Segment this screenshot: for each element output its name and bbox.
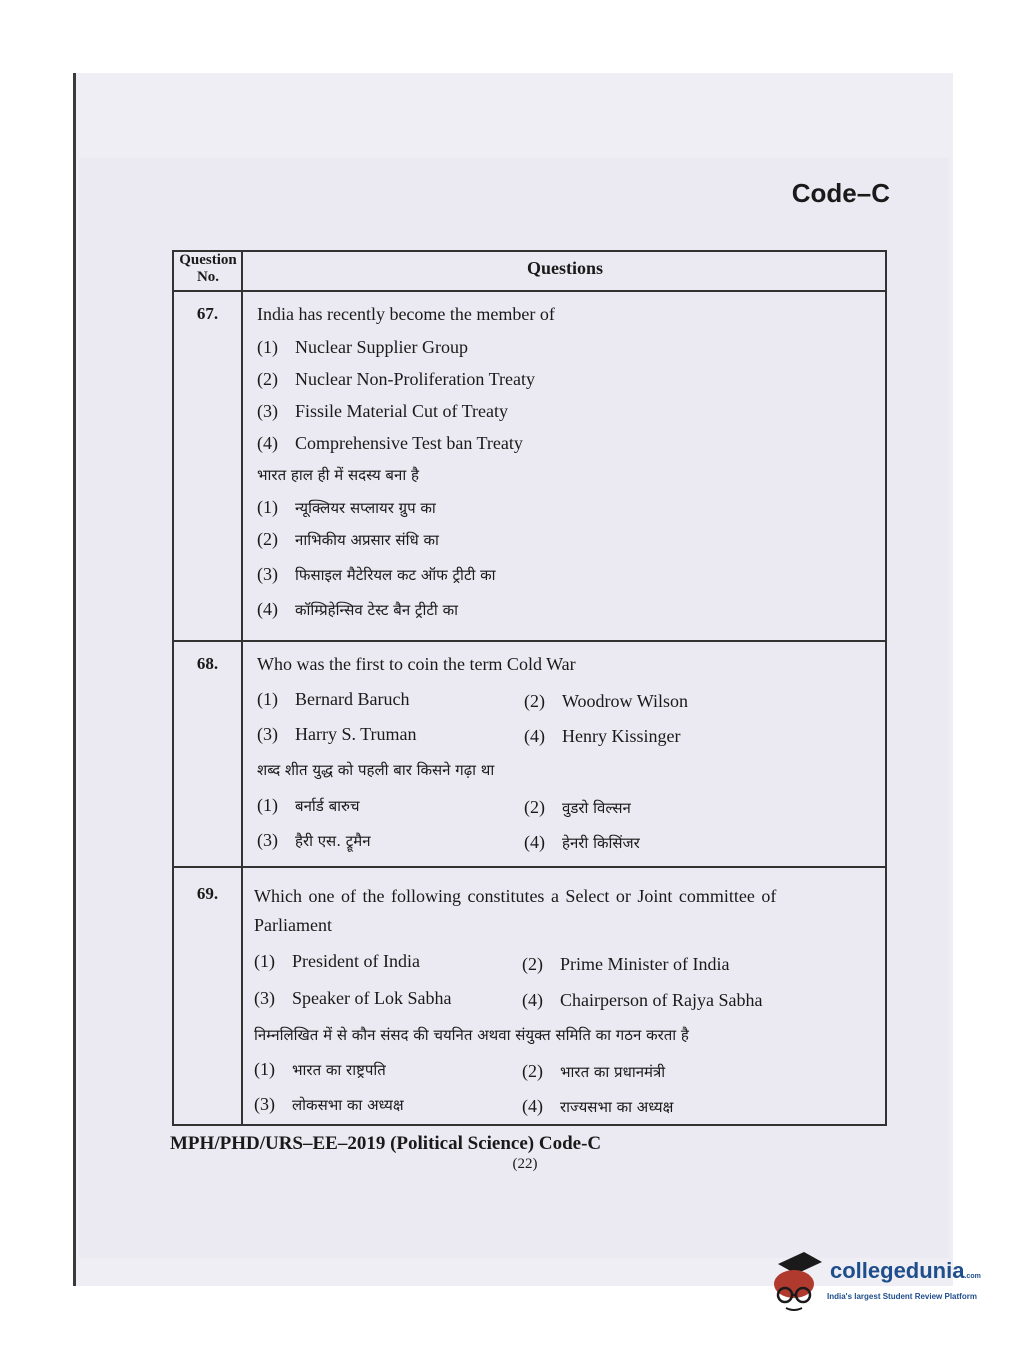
option-hi: (4) कॉम्प्रिहेन्सिव टेस्ट बैन ट्रीटी का xyxy=(257,599,458,619)
brand-tagline: India's largest Student Review Platform xyxy=(827,1292,977,1301)
option-en: (2) Woodrow Wilson xyxy=(524,691,688,711)
option-hi: (1) भारत का राष्ट्रपति xyxy=(254,1059,386,1079)
option-hi: (3) फिसाइल मैटेरियल कट ऑफ ट्रीटी का xyxy=(257,564,496,584)
question-table xyxy=(172,250,887,1126)
option-en: (1) Nuclear Supplier Group xyxy=(257,337,468,357)
question-text-en: India has recently become the member of xyxy=(257,304,555,324)
page-number: (22) xyxy=(512,1156,538,1172)
scan-edge xyxy=(73,73,76,1286)
header-questions: Questions xyxy=(526,258,604,278)
option-hi: (2) भारत का प्रधानमंत्री xyxy=(522,1061,666,1081)
option-en: (3) Fissile Material Cut of Treaty xyxy=(257,401,508,421)
option-en: (3) Speaker of Lok Sabha xyxy=(254,988,452,1008)
question-text-hi: भारत हाल ही में सदस्य बना है xyxy=(257,466,419,484)
option-hi: (2) वुडरो विल्सन xyxy=(524,797,631,817)
option-hi: (4) हेनरी किसिंजर xyxy=(524,832,640,852)
option-hi: (4) राज्यसभा का अध्यक्ष xyxy=(522,1096,674,1116)
option-hi: (3) हैरी एस. ट्रूमैन xyxy=(257,830,371,850)
question-number: 67. xyxy=(196,304,219,323)
column-divider xyxy=(241,252,243,1124)
option-en: (4) Comprehensive Test ban Treaty xyxy=(257,433,523,453)
question-number: 69. xyxy=(196,884,219,903)
option-en: (2) Nuclear Non-Proliferation Treaty xyxy=(257,369,535,389)
option-hi: (1) न्यूक्लियर सप्लायर ग्रुप का xyxy=(257,497,436,517)
option-hi: (1) बर्नार्ड बारुच xyxy=(257,795,360,815)
question-text-hi: शब्द शीत युद्ध को पहली बार किसने गढ़ा था xyxy=(257,761,495,779)
question-text-en-cont: Parliament xyxy=(254,915,332,935)
brand-name: collegedunia.com xyxy=(830,1258,981,1283)
code-label: Code–C xyxy=(791,178,890,208)
question-number: 68. xyxy=(196,654,219,673)
option-en: (1) Bernard Baruch xyxy=(257,689,410,709)
option-hi: (3) लोकसभा का अध्यक्ष xyxy=(254,1094,404,1114)
row-divider xyxy=(174,866,885,868)
question-text-en: Who was the first to coin the term Cold War xyxy=(257,654,576,674)
header-question-no: Question No. xyxy=(179,252,237,285)
mascot-icon xyxy=(770,1250,826,1314)
header-divider xyxy=(174,290,885,292)
question-text-hi: निम्नलिखित में से कौन संसद की चयनित अथवा संयुक्त समिति का गठन करता है xyxy=(254,1026,689,1044)
option-en: (4) Henry Kissinger xyxy=(524,726,681,746)
exam-footer: MPH/PHD/URS–EE–2019 (Political Science) Code-C xyxy=(170,1133,602,1154)
question-text-en: Which one of the following constitutes a Select or Joint committee of xyxy=(254,886,777,906)
row-divider xyxy=(174,640,885,642)
option-en: (3) Harry S. Truman xyxy=(257,724,417,744)
option-en: (4) Chairperson of Rajya Sabha xyxy=(522,990,763,1010)
collegedunia-watermark xyxy=(770,1250,1000,1320)
option-en: (1) President of India xyxy=(254,951,420,971)
option-en: (2) Prime Minister of India xyxy=(522,954,730,974)
option-hi: (2) नाभिकीय अप्रसार संधि का xyxy=(257,529,439,549)
